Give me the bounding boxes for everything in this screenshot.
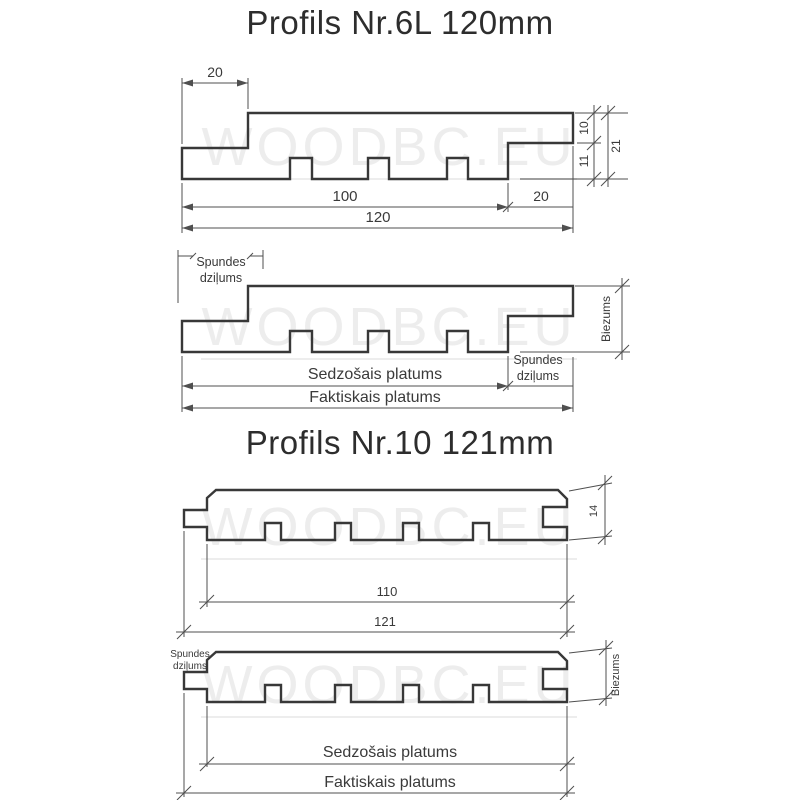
label-biezums: Biezums bbox=[610, 653, 622, 697]
dim-label-100: 100 bbox=[332, 188, 358, 205]
watermark: WOODBC.EU bbox=[183, 118, 595, 176]
watermark: WOODBC.EU bbox=[183, 656, 595, 714]
dim-label-121: 121 bbox=[374, 614, 396, 629]
page-title-profils-10: Profils Nr.10 121mm bbox=[245, 424, 555, 461]
label-faktiskais-platums: Faktiskais platums bbox=[324, 774, 456, 791]
extension-line bbox=[569, 483, 612, 491]
label-spundes-dzilums-left: Spundes bbox=[196, 255, 246, 269]
dim-arrow bbox=[562, 225, 573, 232]
page-title-profils-6l: Profils Nr.6L 120mm bbox=[246, 4, 554, 41]
label-biezums: Biezums bbox=[599, 295, 613, 343]
dim-arrow bbox=[182, 204, 193, 211]
watermark: WOODBC.EU bbox=[183, 298, 595, 356]
label-spundes-dzilums-right: dziļums bbox=[516, 369, 560, 383]
label-sedzosais-platums: Sedzošais platums bbox=[307, 366, 443, 383]
dim-arrow bbox=[182, 225, 193, 232]
profils-10-labeled bbox=[170, 640, 622, 800]
label-sedzosais-platums: Sedzošais platums bbox=[322, 744, 458, 761]
profile-outline bbox=[182, 113, 573, 179]
profile-outline bbox=[182, 286, 573, 352]
dim-label-21: 21 bbox=[609, 139, 623, 153]
dim-arrow bbox=[497, 383, 508, 390]
dim-arrow bbox=[182, 383, 193, 390]
dim-label-20-top: 20 bbox=[207, 64, 223, 80]
dim-label-20-right: 20 bbox=[533, 188, 549, 204]
dim-label-14: 14 bbox=[588, 504, 600, 518]
dim-arrow bbox=[237, 80, 248, 87]
dim-label-11: 11 bbox=[577, 154, 591, 168]
dim-label-120: 120 bbox=[365, 209, 391, 226]
label-spundes-dzilums-right: Spundes bbox=[513, 353, 563, 367]
label-spundes-dzilums-left: dziļums bbox=[199, 271, 243, 285]
label-spundes-dzilums-left: Spundes bbox=[170, 649, 210, 660]
dim-arrow bbox=[562, 405, 573, 412]
profils-10-dimensioned bbox=[176, 475, 612, 639]
dim-label-110: 110 bbox=[376, 584, 398, 599]
dim-label-10: 10 bbox=[577, 121, 591, 135]
dim-arrow bbox=[497, 204, 508, 211]
dim-arrow bbox=[182, 405, 193, 412]
profile-outline bbox=[184, 490, 567, 540]
label-faktiskais-platums: Faktiskais platums bbox=[309, 389, 441, 406]
label-spundes-dzilums-left: dziļums bbox=[173, 661, 207, 672]
watermark: WOODBC.EU bbox=[183, 498, 595, 556]
profils-6l-labeled bbox=[178, 250, 630, 412]
profile-outline bbox=[184, 652, 567, 702]
profils-6l-dimensioned bbox=[182, 64, 628, 233]
dim-arrow bbox=[182, 80, 193, 87]
